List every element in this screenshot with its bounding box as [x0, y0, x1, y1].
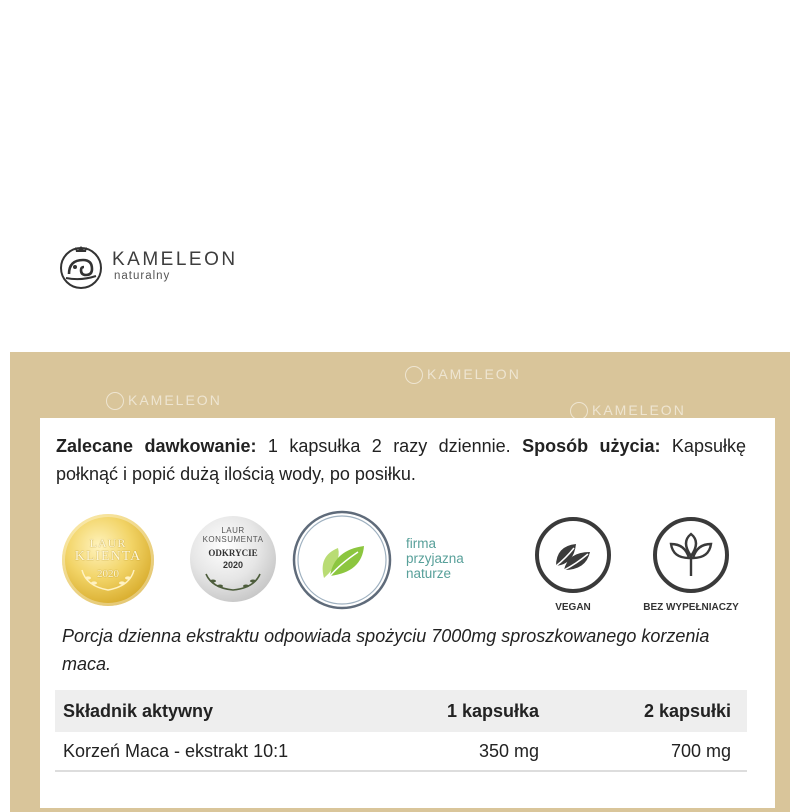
vegan-label: VEGAN: [555, 602, 591, 613]
watermark: KAMELEON: [106, 392, 222, 410]
info-card: [40, 418, 775, 808]
eco-line2: przyjazna: [406, 551, 464, 566]
watermark: KAMELEON: [570, 402, 686, 420]
no-fillers-label: BEZ WYPEŁNIACZY: [643, 602, 739, 613]
laur-konsumenta-year: 2020: [222, 560, 244, 570]
ingredient-name: Korzeń Maca - ekstrakt 10:1: [55, 732, 351, 771]
vegan-icon: [534, 516, 612, 594]
header-two-capsules: 2 kapsułki: [553, 690, 747, 732]
laur-klienta-line1: LAUR: [89, 536, 127, 550]
no-fillers-icon: [652, 516, 730, 594]
dosage-text: 1 kapsułka 2 razy dziennie.: [256, 436, 523, 456]
eco-text: [406, 536, 464, 581]
usage-label: Sposób użycia:: [522, 436, 661, 456]
laur-konsumenta-line2: ODKRYCIE: [208, 548, 258, 558]
dosage-instructions: [56, 432, 746, 488]
table-row: [55, 732, 747, 771]
brand-subtitle: naturalny: [114, 269, 171, 282]
laur-klienta-line2: KLIENTA: [74, 549, 142, 564]
ingredient-amount-1: 350 mg: [351, 732, 553, 771]
table-header-row: [55, 690, 747, 732]
eco-leaf-icon: [290, 506, 394, 614]
brand-logo: [58, 243, 238, 289]
laur-konsumenta-line1: LAUR KONSUMENTA: [202, 526, 264, 544]
brand-name: KAMELEON: [112, 248, 238, 270]
daily-portion-note: Porcja dzienna ekstraktu odpowiada spożyciu 7000mg sproszkowanego korzenia maca.: [62, 626, 710, 674]
ingredient-amount-2: 700 mg: [553, 732, 747, 771]
eco-line3: naturze: [406, 566, 452, 581]
badges-row: [50, 506, 770, 618]
ingredients-table: [55, 690, 747, 772]
dosage-label: Zalecane dawkowanie:: [56, 436, 257, 456]
header-ingredient: Składnik aktywny: [55, 690, 351, 732]
usage-text: Kapsułkę połknąć i popić dużą ilością wody, po posiłku.: [56, 436, 746, 484]
header-one-capsule: 1 kapsułka: [351, 690, 553, 732]
watermark: KAMELEON: [405, 366, 521, 384]
chameleon-logo-icon: [58, 243, 104, 289]
laur-konsumenta-badge: [190, 516, 276, 602]
laur-klienta-year: 2020: [97, 568, 119, 580]
laurel-wreath-icon: [204, 570, 262, 592]
eco-line1: firma: [406, 536, 436, 551]
laur-klienta-badge: [62, 514, 154, 606]
